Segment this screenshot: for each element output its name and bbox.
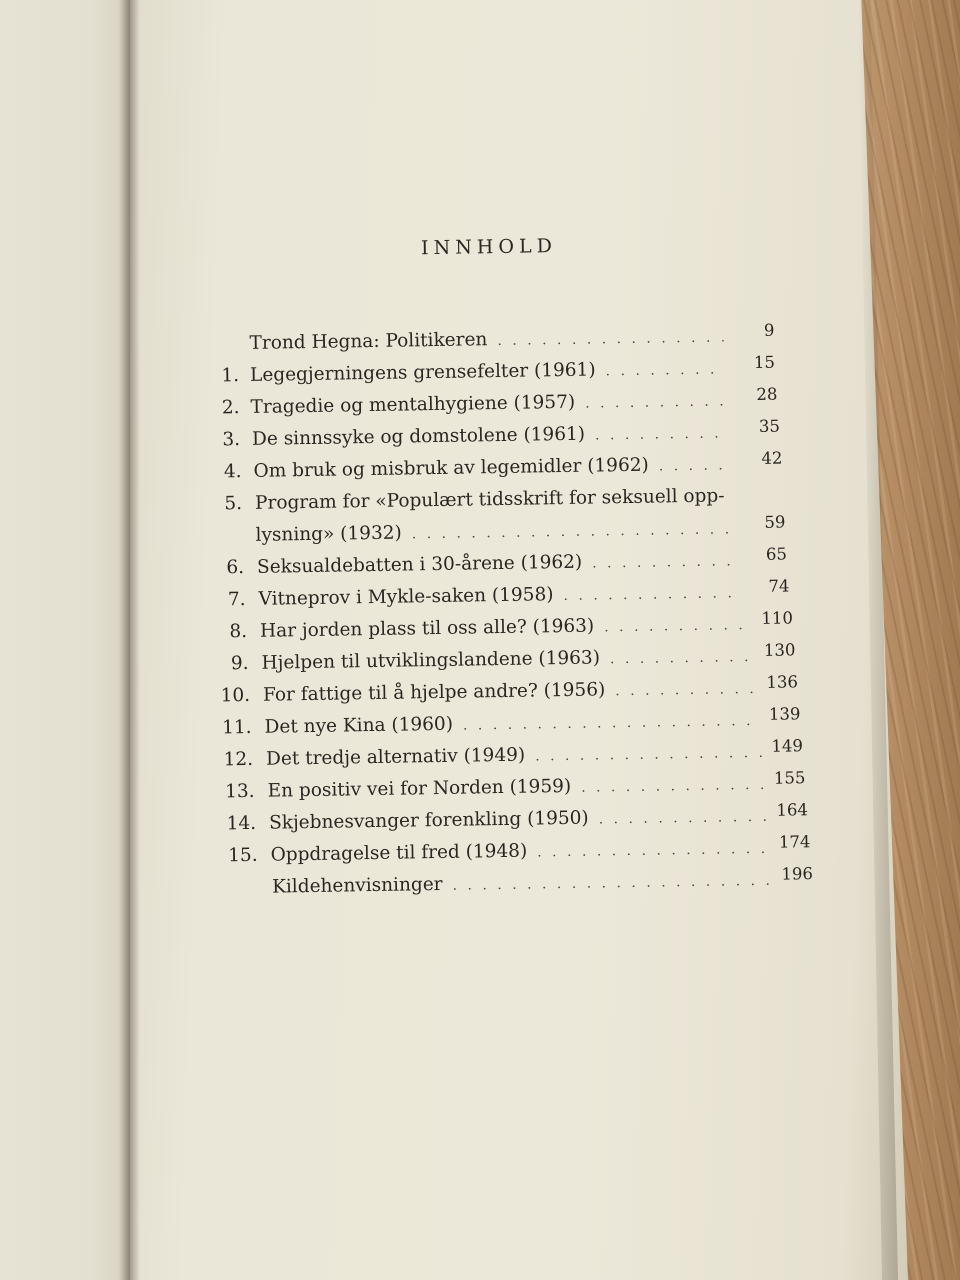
entry-number: 6.	[226, 557, 245, 579]
entry-title: Har jorden plass til oss alle? (1963)	[259, 615, 595, 642]
leader-dots	[595, 425, 730, 443]
leader-dots	[537, 841, 773, 861]
entry-page: 9	[763, 320, 775, 340]
entry-page: 65	[765, 544, 788, 564]
entry-page: 155	[773, 768, 806, 788]
entry-title: Oppdragelse til fred (1948)	[270, 840, 528, 866]
entry-title: Trond Hegna: Politikeren	[249, 329, 488, 354]
entry-title: Program for «Populært tidsskrift for seksuell opp-	[254, 485, 725, 514]
leader-dots	[535, 745, 762, 765]
leader-dots	[412, 521, 738, 542]
leader-dots	[581, 777, 766, 796]
entry-page: 174	[778, 832, 811, 852]
entry-page: 139	[768, 704, 801, 724]
entry-title: Skjebnesvanger forenkling (1950)	[268, 807, 589, 834]
entry-number: 7.	[227, 589, 246, 611]
leader-dots	[599, 809, 770, 828]
leader-dots	[604, 617, 748, 635]
entry-number	[192, 333, 238, 334]
leader-dots	[605, 361, 724, 379]
entry-title: Tragedie og mentalhygiene (1957)	[250, 391, 576, 418]
entry-number	[213, 877, 259, 878]
entry-title: Legegjerningens grensefelter (1961)	[249, 359, 596, 386]
entry-page: 42	[761, 448, 783, 468]
entry-title: Kildehenvisninger	[271, 873, 443, 898]
leader-dots	[585, 393, 727, 411]
entry-page: 15	[753, 352, 776, 372]
entry-title: Hjelpen til utviklingslandene (1963)	[261, 647, 601, 674]
toc-heading: INNHOLD	[420, 235, 558, 260]
entry-page: 130	[763, 640, 796, 660]
entry-number: 14.	[226, 812, 257, 835]
entry-title: Om bruk og misbruk av legemidler (1962)	[253, 454, 649, 482]
entry-title: En positiv vei for Norden (1959)	[267, 775, 572, 802]
entry-page: 28	[756, 384, 778, 404]
leader-dots	[615, 681, 755, 699]
entry-page: 74	[768, 576, 790, 596]
entry-title: Det tredje alternativ (1949)	[265, 744, 526, 770]
entry-number: 12.	[223, 748, 254, 771]
leader-dots	[563, 585, 742, 604]
entry-title: For fattige til å hjelpe andre? (1956)	[262, 679, 606, 706]
entry-page: 164	[776, 800, 809, 820]
leader-dots	[463, 713, 759, 734]
entry-title-row	[249, 325, 729, 354]
leader-dots	[592, 553, 739, 571]
entry-number: 3.	[222, 429, 241, 451]
entry-number: 8.	[229, 620, 248, 643]
leader-dots	[497, 329, 723, 349]
entry-number: 5.	[224, 493, 243, 515]
entry-number: 11.	[222, 716, 252, 739]
leader-dots	[610, 649, 752, 667]
entry-number: 13.	[225, 780, 255, 803]
entry-number: 10.	[220, 684, 251, 707]
entry-page: 196	[781, 864, 814, 884]
leader-dots	[452, 873, 776, 894]
entry-number: 2.	[221, 397, 240, 419]
entry-page: 35	[758, 416, 781, 436]
entry-number: 9.	[230, 652, 249, 675]
entry-title: De sinnssyke og domstolene (1961)	[251, 423, 586, 450]
entry-number	[196, 525, 242, 526]
entry-title: Det nye Kina (1960)	[264, 713, 454, 738]
entry-page: 149	[771, 736, 804, 756]
entry-page: 59	[764, 512, 786, 532]
leader-dots	[659, 457, 734, 474]
entry-title: Vitneprov i Mykle-saken (1958)	[258, 584, 554, 610]
entry-page: 110	[761, 608, 794, 628]
entry-title: Seksualdebatten i 30-årene (1962)	[256, 551, 583, 578]
entry-page: 136	[766, 672, 799, 692]
entry-number: 15.	[228, 844, 258, 867]
entry-title: lysning» (1932)	[255, 522, 402, 546]
entry-number: 1.	[221, 365, 240, 387]
entry-number: 4.	[223, 461, 242, 483]
